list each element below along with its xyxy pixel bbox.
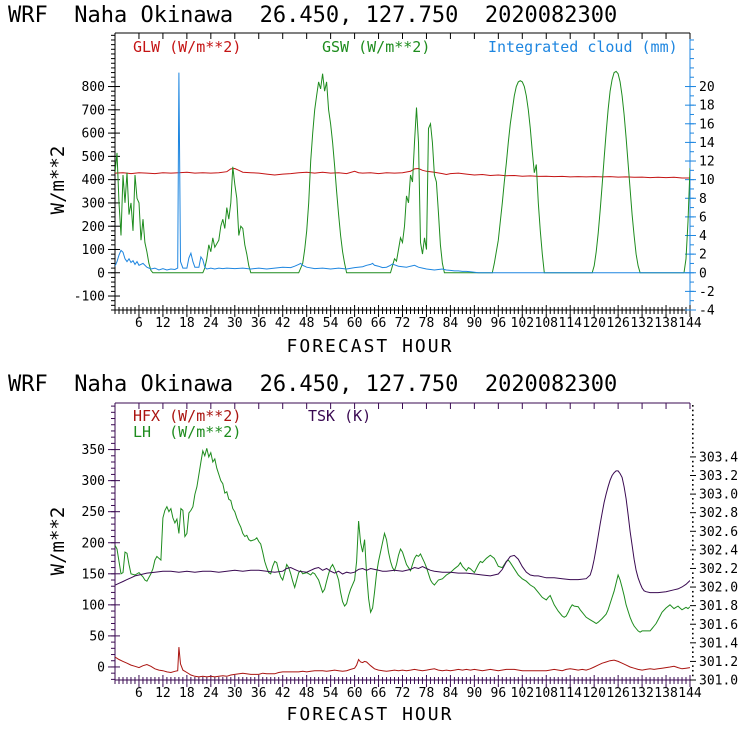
x-tick-label: 138 [654,316,678,331]
y-right-tick-label: 301.8 [699,599,739,615]
y-right-dot-tick [692,647,694,649]
y-right-dot-tick [692,535,694,537]
x-tick-label: 60 [346,316,363,331]
x-tick-label: 132 [630,316,654,331]
x-tick-label: 54 [322,686,339,701]
y-right-tick-label: 6 [699,210,707,226]
series-line-LH [115,448,690,632]
y-right-dot-tick [692,628,694,630]
y-left-tick-label: 300 [81,196,105,212]
x-tick-label: 144 [678,686,702,701]
y-right-tick-label: 302.8 [699,506,739,522]
bottom-chart-title: WRF Naha Okinawa 26.450, 127.750 2020082300 [8,372,618,397]
y-right-dot-tick [692,442,694,444]
y-right-tick-label: 20 [699,80,715,96]
y-right-dot-tick [692,461,694,463]
y-left-tick-label: 400 [81,173,105,189]
legend-tsk: TSK (K) [308,407,372,425]
series-line-HFX [115,647,690,677]
x-tick-label: 78 [418,686,435,701]
legend-gsw: GSW (W/m**2) [322,38,431,56]
legend-hfx: HFX (W/m**2) [133,407,242,425]
y-right-tick-label: 301.4 [699,636,739,652]
x-tick-label: 96 [490,686,507,701]
y-right-tick-label: 302.6 [699,524,739,540]
x-tick-label: 108 [534,316,558,331]
x-tick-label: 48 [298,686,315,701]
y-right-dot-tick [692,489,694,491]
x-tick-label: 102 [510,686,535,701]
y-right-tick-label: 10 [699,173,715,189]
series-line-GSW [115,71,690,272]
x-tick-label: 18 [179,316,195,331]
y-right-tick-label: -4 [699,303,715,319]
x-tick-label: 144 [678,316,702,331]
x-tick-label: 90 [466,316,483,331]
bottom-x-axis-title: FORECAST HOUR [286,704,454,725]
y-right-dot-tick [692,419,694,421]
x-tick-label: 132 [630,686,654,701]
y-right-tick-label: 4 [699,229,707,245]
y-right-dot-tick [692,577,694,579]
x-tick-label: 114 [558,316,582,331]
x-tick-label: 72 [394,686,411,701]
y-left-tick-label: 200 [81,219,105,235]
y-right-dot-tick [692,558,694,560]
y-right-dot-tick [692,498,694,500]
y-right-dot-tick [692,507,694,509]
x-tick-label: 24 [203,686,219,701]
y-right-tick-label: 302.4 [699,543,739,559]
x-tick-label: 78 [418,316,435,331]
y-left-tick-label: 50 [89,629,105,645]
x-tick-label: 126 [606,686,630,701]
y-right-dot-tick [692,633,694,635]
y-right-dot-tick [692,470,694,472]
x-tick-label: 42 [274,316,291,331]
y-right-dot-tick [692,428,694,430]
y-right-dot-tick [692,517,694,519]
y-right-tick-label: 18 [699,98,715,114]
y-right-tick-label: 0 [699,266,707,282]
x-tick-label: 6 [135,686,143,701]
y-right-tick-label: -2 [699,284,715,300]
top-chart-title: WRF Naha Okinawa 26.450, 127.750 2020082300 [8,3,618,28]
y-left-tick-label: 500 [81,149,105,165]
y-right-dot-tick [692,675,694,677]
x-tick-label: 90 [466,686,483,701]
y-right-dot-tick [692,600,694,602]
y-right-dot-tick [692,614,694,616]
y-right-dot-tick [692,405,694,407]
y-right-dot-tick [692,521,694,523]
y-right-tick-label: 301.2 [699,654,739,670]
y-left-tick-label: 350 [81,443,105,459]
y-right-dot-tick [692,582,694,584]
y-left-tick-label: 600 [81,126,105,142]
y-right-dot-tick [692,665,694,667]
y-right-dot-tick [692,479,694,481]
y-left-tick-label: 100 [81,243,105,259]
y-right-dot-tick [692,563,694,565]
x-tick-label: 30 [226,686,243,701]
x-tick-label: 60 [346,686,363,701]
x-tick-label: 36 [250,686,267,701]
y-right-dot-tick [692,596,694,598]
x-tick-label: 48 [298,316,315,331]
x-tick-label: 84 [442,316,459,331]
y-right-tick-label: 16 [699,117,715,133]
y-right-dot-tick [692,651,694,653]
y-right-dot-tick [692,572,694,574]
y-right-tick-label: 302.0 [699,580,739,596]
y-right-tick-label: 303.2 [699,469,739,485]
y-right-dot-tick [692,424,694,426]
x-tick-label: 54 [322,316,339,331]
y-right-dot-tick [692,554,694,556]
y-right-dot-tick [692,619,694,621]
legend-cloud: Integrated cloud (mm) [488,38,678,56]
legend-lh: LH (W/m**2) [133,423,242,441]
x-tick-label: 18 [179,686,195,701]
top-y-axis-title: W/m**2 [47,145,69,215]
top-x-axis-title: FORECAST HOUR [286,336,454,357]
x-tick-label: 120 [582,316,606,331]
x-tick-label: 42 [274,686,291,701]
y-left-tick-label: 700 [81,103,105,119]
y-left-tick-label: 800 [81,80,105,96]
y-right-dot-tick [692,414,694,416]
x-tick-label: 12 [155,316,171,331]
y-right-dot-tick [692,452,694,454]
y-right-tick-label: 301.6 [699,617,739,633]
y-left-tick-label: 150 [81,567,105,583]
y-right-dot-tick [692,410,694,412]
y-right-dot-tick [692,484,694,486]
x-tick-label: 66 [370,686,387,701]
legend-glw: GLW (W/m**2) [133,38,242,56]
y-left-tick-label: -100 [73,289,105,305]
x-tick-label: 138 [654,686,678,701]
y-right-tick-label: 2 [699,247,707,263]
y-right-tick-label: 301.0 [699,673,739,689]
y-left-tick-label: 250 [81,505,105,521]
y-right-dot-tick [692,433,694,435]
y-right-dot-tick [692,438,694,440]
x-tick-label: 12 [155,686,171,701]
y-right-dot-tick [692,540,694,542]
x-tick-label: 102 [510,316,535,331]
series-line-TSK [115,471,690,593]
x-tick-label: 36 [250,316,267,331]
y-right-tick-label: 303.0 [699,487,739,503]
y-left-tick-label: 0 [97,266,105,282]
x-tick-label: 126 [606,316,630,331]
y-right-dot-tick [692,656,694,658]
x-tick-label: 96 [490,316,507,331]
y-right-tick-label: 8 [699,191,707,207]
x-tick-label: 114 [558,686,582,701]
x-tick-label: 66 [370,316,387,331]
x-tick-label: 108 [534,686,558,701]
y-right-dot-tick [692,503,694,505]
x-tick-label: 30 [226,316,243,331]
y-right-tick-label: 14 [699,135,715,151]
y-right-dot-tick [692,544,694,546]
y-right-dot-tick [692,670,694,672]
y-right-tick-label: 12 [699,154,715,170]
x-tick-label: 24 [203,316,219,331]
bottom-y-axis-title: W/m**2 [47,506,69,576]
y-right-dot-tick [692,610,694,612]
y-right-dot-tick [692,526,694,528]
y-right-dot-tick [692,637,694,639]
y-right-dot-tick [692,591,694,593]
y-left-tick-label: 100 [81,598,105,614]
y-left-tick-label: 200 [81,536,105,552]
y-left-tick-label: 0 [97,660,105,676]
x-tick-label: 120 [582,686,606,701]
y-right-tick-label: 303.4 [699,450,739,466]
y-right-dot-tick [692,447,694,449]
y-right-tick-label: 302.2 [699,562,739,578]
y-right-dot-tick [692,465,694,467]
y-left-tick-label: 300 [81,474,105,490]
x-tick-label: 6 [135,316,143,331]
x-tick-label: 84 [442,686,459,701]
x-tick-label: 72 [394,316,411,331]
